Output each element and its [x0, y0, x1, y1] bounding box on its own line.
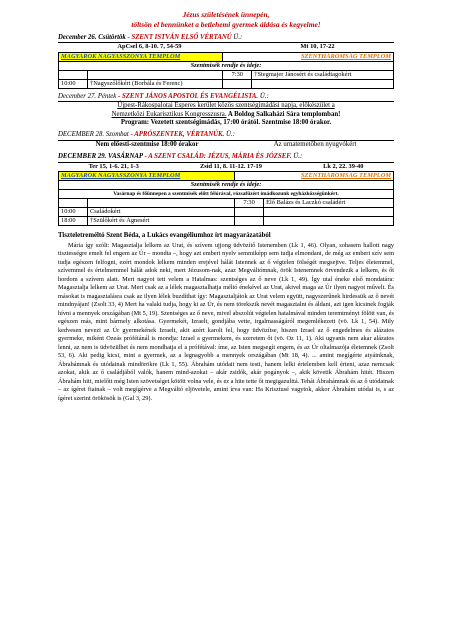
day-title-dec-28: DECEMBER 28. Szombat - APRÓSZENTEK, VÉRTANÚK. Ü.: — [58, 131, 394, 140]
day-dec-26 — [58, 34, 394, 89]
day-dec-28 — [58, 131, 394, 149]
mass-line-dec-28: Nem előesti-szentmise 18:00 órakor Az urnatemetőben nyugvókért — [95, 140, 357, 148]
readings-dec-26: ApCsel 6, 8-10. 7, 54-59 Mt 10, 17-22 — [117, 43, 335, 51]
christmas-greeting — [58, 10, 394, 30]
bulletin-page — [58, 10, 394, 403]
day-dec-27 — [58, 93, 394, 128]
church-label-right: SZENTHÁROMSÁG TEMPLOM — [235, 172, 394, 181]
day-title-dec-26: December 26. Csütörtök - SZENT ISTVÁN ELSŐ VÉRTANÚ Ü.: — [58, 34, 394, 43]
mass-schedule-dec-29 — [58, 171, 394, 226]
schedule-header: Szentmisék rendje és ideje: — [59, 181, 394, 190]
church-label-right: SZENTHÁROMSÁG TEMPLOM — [223, 52, 394, 61]
table-row: 18:00 †Szülőkért és Ágnesért — [59, 217, 394, 226]
table-row: 7:30 Élő Balázs és Laczkó családért — [59, 199, 394, 208]
schedule-header: Szentmisék rendje és ideje: — [59, 61, 394, 70]
table-row: 10:00 Családokért — [59, 208, 394, 217]
greeting-line-1: Jézus születésének ünnepén, — [182, 10, 270, 19]
table-row: 10:00 †Nagyszőlőkért (Borbála és Ferenc) — [59, 79, 394, 88]
greeting-line-2: töltsön el bennünket a betlehemi gyermek áldása és kegyelme! — [131, 20, 321, 29]
article — [58, 232, 394, 403]
event-line-1: Újpest-Rákospalotai Esperes kerület közös szentségimádási napja, előkészület a — [117, 102, 335, 110]
rosary-note: Vasárnap és főünnepen a szentmisék előtt félórával, rózsafüzért imádkozunk egyházközségünkért. — [59, 190, 394, 199]
table-row: 7:30 †Stegmajer Jánosért és családtagokért — [59, 70, 394, 79]
day-title-dec-27: December 27. Péntek - SZENT JÁNOS APOSTOL ÉS EVANGÉLISTA. Ü.: — [58, 93, 394, 102]
church-label-left: MAGYAROK NAGYASSZONYA TEMPLOM — [59, 52, 223, 61]
day-dec-29 — [58, 153, 394, 226]
event-program: Program: Vezetett szentségimádás, 17:00 órától. Szentmise 18:00 órakor. — [120, 119, 332, 127]
day-title-dec-29: DECEMBER 29. VASÁRNAP - A SZENT CSALÁD: JÉZUS, MÁRIA ÉS JÓZSEF. Ü.: — [58, 153, 394, 162]
mass-schedule-dec-26 — [58, 52, 394, 89]
event-line-2: Nemzetközi Eukarisztikus Kongresszusra. A Boldog Salkaházi Sára templomban! — [111, 110, 341, 118]
readings-dec-29: Ter 15, 1-6. 21, 1-3 Zsid 11, 8. 11-12. 17-19 Lk 2, 22. 39-40 — [88, 162, 364, 170]
article-body: Mária így szólt: Magasztalja lelkem az Urat, és szívem ujjong üdvözítő Istenemben (Lk 1, 46). Olyan, sohasem hallott nagy tisztességre emelt fel engem az Úr – mondta –, hogy azt emberi nyelv semmiképp sem tudja elmondani, de még az emberi szív sem tudja egészen felfogni, ezért mondok lelkem minden erejével hálát Istennek az ő végtelen fölségét megsejtve. Teljes életemmel, szívemmel és értelmemmel hálát adok neki, mert Jézusom-nak, azaz Megváltómnak, örök Istenemnek örvendezik a lelkem, és őt hordom a szívem alatt. Mert nagyot tett velem a Hatalmas: szentséges az ő neve (Lk 1, 49). Így utal éneke első mondatára: Magasztalja lelkem az Urat. Mert csak az a lélek magasztalhatja méltó énekével az Urat, akivel maga az Úr ilyen nagyot művelt. És másokat is magasztalásra csak az ilyen lélek buzdíthat így: Magasztaljátok az Urat velem együtt, nagyszerűnek hirdessük az ő nevét mindnyájan! (Zsolt 33, 4) Mert ha valaki tudja, hogy ki az Úr, és nem törekszik nevét magasztalni és áldani, azt igen kicsinek fogják hívni a mennyek országában (Mt 5, 19). Szentséges az ő neve, mivel abszolút végtelen hatalmával minden teremtményt fölött van, és egészen más, mint bármely alkotása. Gyermekét, Izraelt, gondjába vette, irgalmasságáról megemlékezett (vö. Lk 1, 54). Mily kedvesen nevezi az Úr gyermekének Izraelt, akit azért karolt fel, hogy üdvözítse, hiszen Izrael az ő engedelmes és alázatos gyermeke, miként Ozeás prófétánál is mondja: Izrael a gyermekem, és szeretem őt (vö. Oz 11, 1). Aki ugyanis nem akar alázatos lenni, az nem is üdvözülhet és nem mondhatja el a prófétával: íme, az Isten megsegít engem, és az Úr oltalmazója életemnek (Zsolt 53, 6). Aki pedig kicsi, mint a gyermek, az a legnagyobb a mennyek országában (Mt 18, 4). ... amint megígérte atyáinknak, Ábrahámnak és utódainak mindörökre (Lk 1, 55). Ábrahám utódait nem testi, hanem lelki értelemben kell érteni, azaz nemcsak azokat, akik az ő családjából valók, hanem mind-azokat – akár zsidók, akár pogányok –, akik követik Ábrahám hitét. Hiszen Ábrahám hitt, mielőtt még Isten szövetséget kötött volna vele, és ez a hite tette őt megigazulttá. Tehát Ábrahámnak és az ő utódainak – az ígéret fiainak – volt megígérve a Megváltó eljövetele, amint írva van: Ha Krisztusé vagytok, akkor Ábrahám utódai is, s az ígéret szerint örökösök is (Gal 3, 29). — [58, 241, 394, 402]
article-title: Tiszteletreméltó Szent Béda, a Lukács evangéliumhoz írt magyarázatából — [58, 232, 271, 240]
church-label-left: MAGYAROK NAGYASSZONYA TEMPLOM — [59, 172, 235, 181]
